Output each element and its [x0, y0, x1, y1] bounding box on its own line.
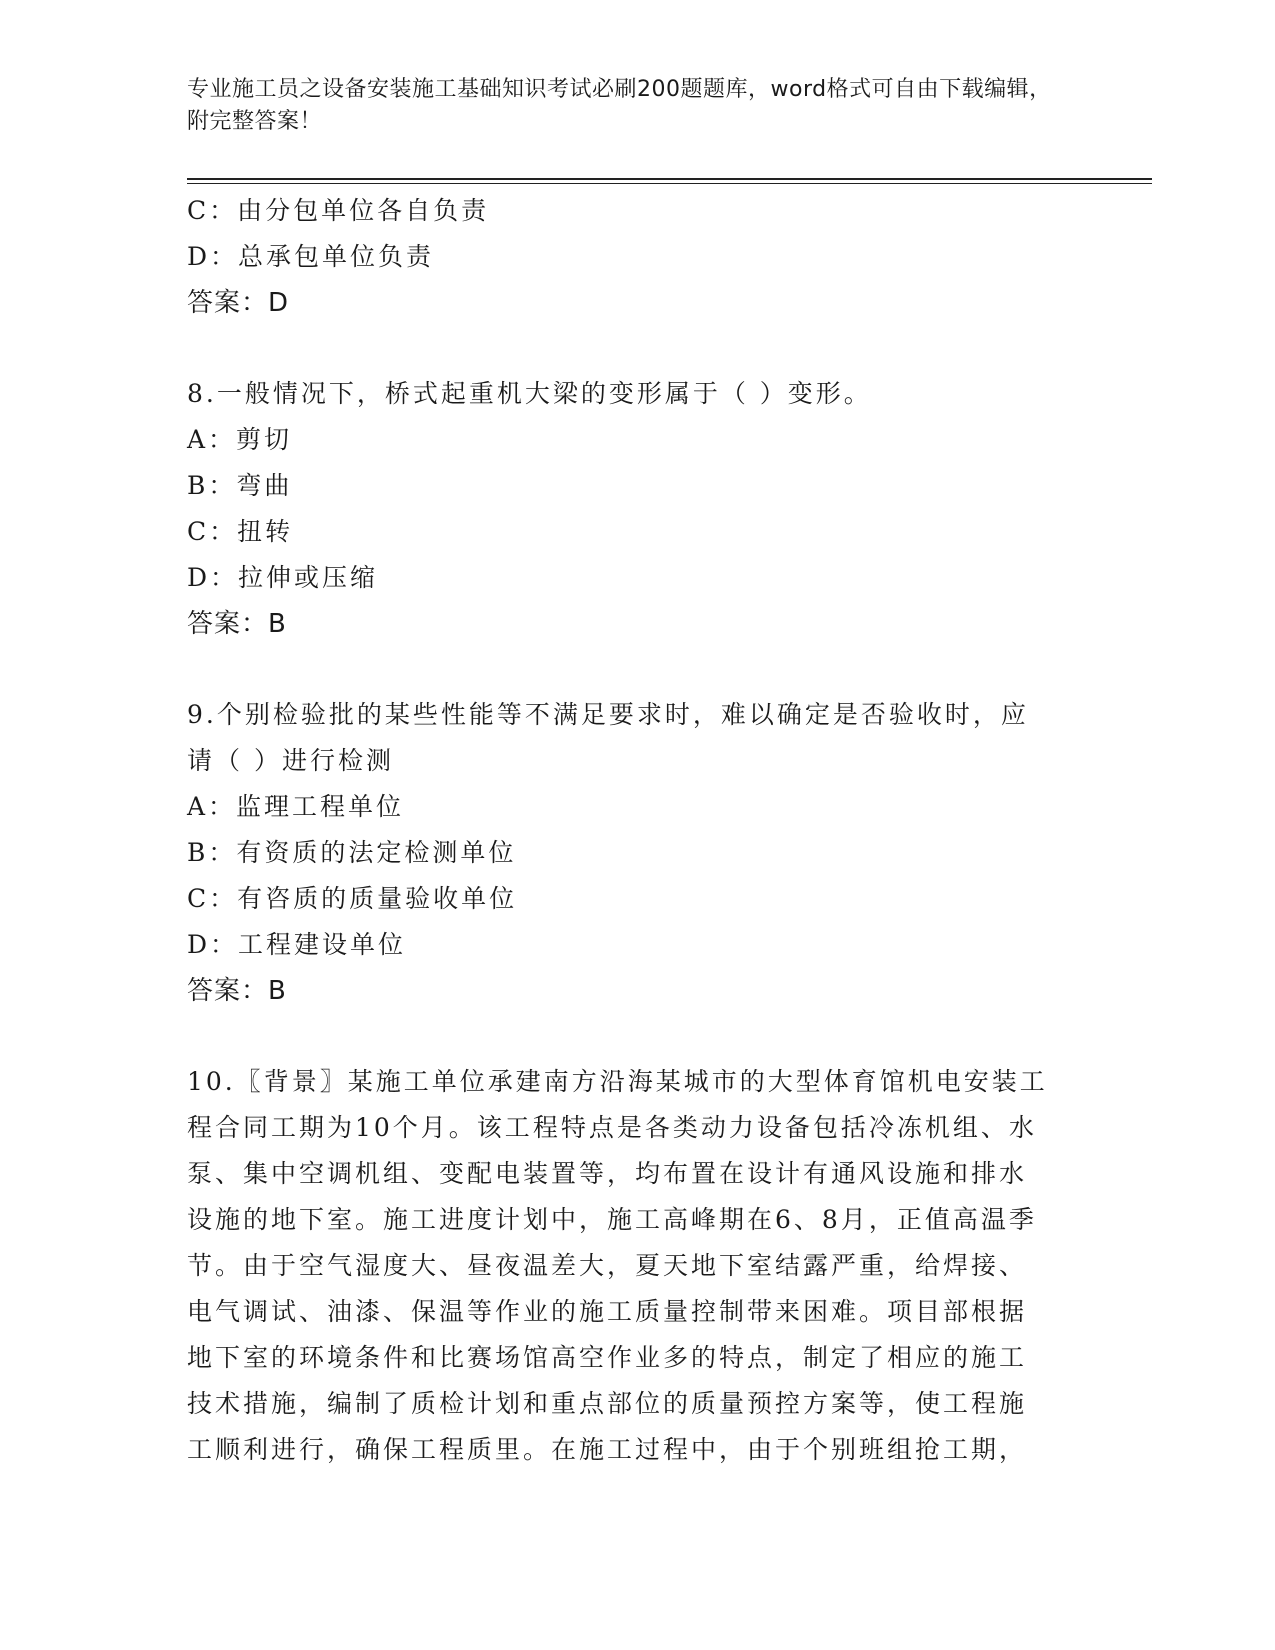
answer-line: 答案：D [187, 288, 290, 318]
question-text-line: 程合同工期为10个月。该工程特点是各类动力设备包括冷冻机组、水 [187, 1113, 1037, 1142]
question-text-line: 设施的地下室。施工进度计划中，施工高峰期在6、8月，正值高温季 [187, 1205, 1037, 1234]
option-a: A：剪切 [187, 425, 293, 454]
spacer [187, 326, 1067, 371]
spacer [187, 1014, 1067, 1059]
question-7-tail [187, 188, 1067, 326]
question-text-line: 地下室的环境条件和比赛场馆高空作业多的特点，制定了相应的施工 [187, 1343, 1028, 1372]
question-8 [187, 371, 1067, 647]
question-text-line: 电气调试、油漆、保温等作业的施工质量控制带来困难。项目部根据 [187, 1297, 1028, 1326]
option-a: A：监理工程单位 [187, 792, 405, 821]
header-rule-thick [187, 178, 1152, 180]
option-c: C：有咨质的质量验收单位 [187, 884, 518, 913]
option-c: C：由分包单位各自负责 [187, 196, 490, 225]
document-header-title: 专业施工员之设备安装施工基础知识考试必刷200题题库，word格式可自由下载编辑，附完整答案！ [187, 77, 1052, 134]
question-9 [187, 692, 1067, 1014]
question-stem: 8.一般情况下，桥式起重机大梁的变形属于（ ）变形。 [187, 379, 872, 408]
answer-line: 答案：B [187, 609, 287, 639]
question-text-line: 泵、集中空调机组、变配电装置等，均布置在设计有通风设施和排水 [187, 1159, 1028, 1188]
option-c: C：扭转 [187, 517, 294, 546]
option-d: D：拉伸或压缩 [187, 563, 379, 592]
option-d: D：总承包单位负责 [187, 242, 435, 271]
option-d: D：工程建设单位 [187, 930, 407, 959]
document-body [187, 188, 1067, 1473]
question-stem-line: 9.个别检验批的某些性能等不满足要求时，难以确定是否验收时，应 [187, 700, 1029, 729]
question-text-line: 节。由于空气湿度大、昼夜温差大，夏天地下室结露严重，给焊接、 [187, 1251, 1028, 1280]
question-text-line: 技术措施，编制了质检计划和重点部位的质量预控方案等，使工程施 [187, 1389, 1028, 1418]
question-stem-line: 请（ ）进行检测 [187, 746, 394, 775]
option-b: B：有资质的法定检测单位 [187, 838, 517, 867]
document-page [187, 0, 1152, 1650]
question-text-line: 10.〖背景〗某施工单位承建南方沿海某城市的大型体育馆机电安装工 [187, 1067, 1048, 1096]
answer-line: 答案：B [187, 976, 287, 1006]
option-b: B：弯曲 [187, 471, 293, 500]
header-rule-thin [187, 183, 1152, 184]
question-text-line: 工顺利进行，确保工程质里。在施工过程中，由于个别班组抢工期， [187, 1435, 1028, 1464]
spacer [187, 647, 1067, 692]
question-10 [187, 1059, 1067, 1473]
